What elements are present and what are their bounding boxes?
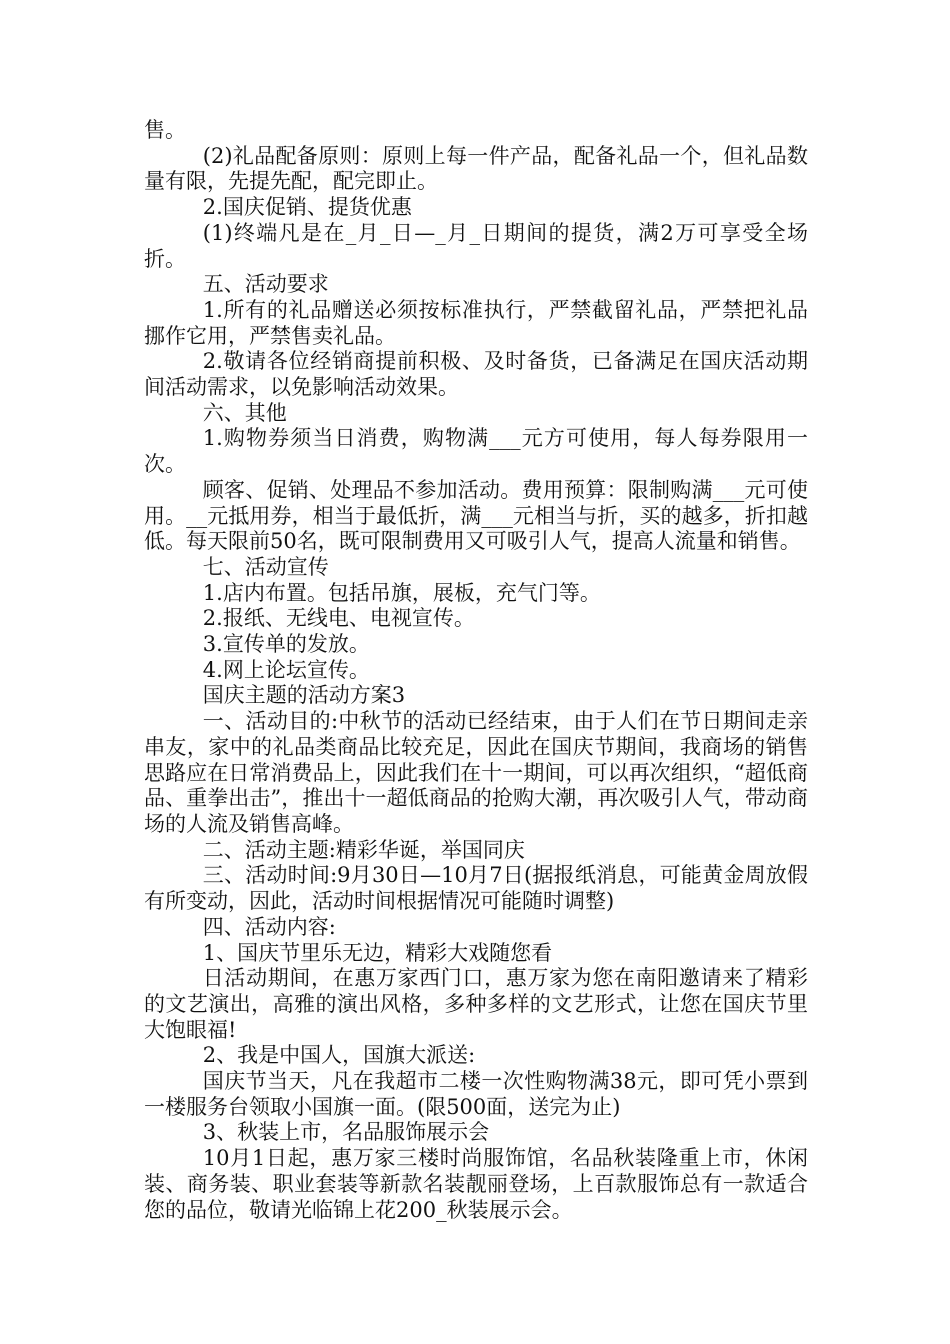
paragraph-time: 三、活动时间:9月30日—10月7日(据报纸消息，可能黄金周放假有所变动，因此，活动时间根据情况可能随时调整)	[144, 863, 808, 914]
paragraph-other-1: 1.购物券须当日消费，购物满___元方可使用，每人每券限用一次。	[144, 426, 808, 477]
paragraph-publicity-4: 4.网上论坛宣传。	[202, 657, 370, 682]
paragraph-requirement-2: 2.敬请各位经销商提前积极、及时备货，已备满足在国庆活动期间活动需求，以免影响活动效果。	[144, 349, 808, 400]
paragraph-publicity-3: 3.宣传单的发放。	[202, 632, 370, 657]
paragraph-continuation: 售。	[144, 118, 186, 142]
paragraph-content-3: 3、秋装上市，名品服饰展示会	[202, 1120, 490, 1145]
paragraph-content-1: 1、国庆节里乐无边，精彩大戏随您看	[202, 940, 553, 965]
paragraph-autumn-fashion: 10月1日起，惠万家三楼时尚服饰馆，名品秋装隆重上市，休闲装、商务装、职业套装等新款名装靓丽登场，上百款服饰总有一款适合您的品位，敬请光临锦上花200_秋装展示会。	[144, 1146, 808, 1222]
section-heading-requirements: 五、活动要求	[202, 272, 329, 297]
paragraph-flag-giveaway: 国庆节当天，凡在我超市二楼一次性购物满38元，即可凭小票到一楼服务台领取小国旗一面。(限500面，送完为止)	[144, 1069, 808, 1119]
paragraph-publicity-2: 2.报纸、无线电、电视宣传。	[202, 606, 475, 631]
paragraph-heading-promotion: 2.国庆促销、提货优惠	[202, 195, 412, 220]
paragraph-purpose: 一、活动目的:中秋节的活动已经结束，由于人们在节日期间走亲串友，家中的礼品类商品比较充足，因此在国庆节期间，我商场的销售思路应在日常消费品上，因此我们在十一期间，可以再次组织，“超低商品、重拳出击”，推出十一超低商品的抢购大潮，再次吸引人气，带动商场的人流及销售高峰。	[144, 709, 808, 836]
section-heading-content: 四、活动内容:	[202, 914, 336, 939]
section-heading-publicity: 七、活动宣传	[202, 554, 329, 579]
document-body	[144, 118, 808, 1223]
paragraph-gift-principle: (2)礼品配备原则：原则上每一件产品，配备礼品一个，但礼品数量有限，先提先配，配完即止。	[144, 143, 808, 194]
paragraph-publicity-1: 1.店内布置。包括吊旗，展板，充气门等。	[202, 580, 601, 605]
paragraph-budget: 顾客、促销、处理品不参加活动。费用预算：限制购满___元可使用。__元抵用券，相当于最低折，满___元相当与折，买的越多，折扣越低。每天限前50名，既可限制费用又可吸引人气，提高人流量和销售。	[144, 477, 808, 554]
plan-title-3: 国庆主题的活动方案3	[202, 683, 406, 708]
paragraph-terminal-offer: (1)终端凡是在_月_日—_月_日期间的提货，满2万可享受全场折。	[144, 220, 808, 271]
paragraph-requirement-1: 1.所有的礼品赠送必须按标准执行，严禁截留礼品，严禁把礼品挪作它用，严禁售卖礼品。	[144, 297, 808, 348]
paragraph-performance: 日活动期间，在惠万家西门口，惠万家为您在南阳邀请来了精彩的文艺演出，高雅的演出风格，多种多样的文艺形式，让您在国庆节里大饱眼福!	[144, 966, 808, 1042]
paragraph-content-2: 2、我是中国人，国旗大派送:	[202, 1043, 476, 1068]
paragraph-theme: 二、活动主题:精彩华诞，举国同庆	[202, 837, 525, 862]
section-heading-other: 六、其他	[202, 400, 287, 425]
